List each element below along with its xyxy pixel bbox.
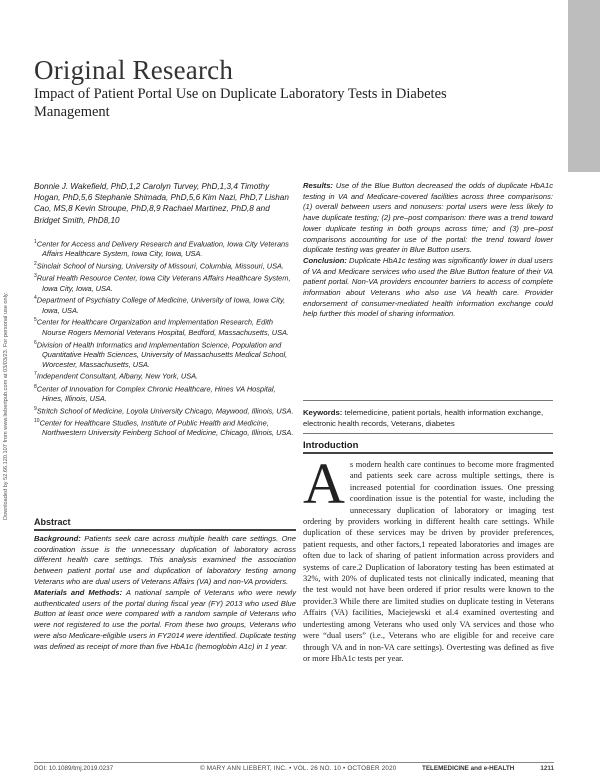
footer-rule bbox=[34, 762, 554, 763]
background-label: Background: bbox=[34, 533, 81, 543]
methods-text: A national sample of Veterans who were newly authenticated users of the portal during fiscal year (FY) 2013 who used Blue Button at least once were compared with a random sample of Veterans who were not registered to use the portal. From these two groups, Veterans who were also Medicare-eligible users in FY2014 were identified. Duplicate testing was defined as receipt of more than five HbA1c (hemoglobin A1c) in 1 year. bbox=[34, 587, 296, 651]
abstract-rule bbox=[34, 529, 296, 531]
results-label: Results: bbox=[303, 181, 333, 190]
introduction-paragraph: s modern health care continues to become more fragmented and patients seek care across multiple settings, there is increased potential for coordination issues. One pressing coordination issue is the potential for waste, including the unnecessary duplication of laboratory or imaging test ordering by providers working in different health care settings. While duplication of these services may be driven by provider preferences, patient requests, and other factors,1 repeated laboratories and images are often due to lack of sharing of patient information across providers and systems of care.2 Duplication of laboratory testing has been estimated at 32%, with 20% of duplicated tests not clinically indicated, meaning that the test would not have been ordered if prior results were known to the provider.3 While there are limited studies on duplicate testing in Veterans Affairs (VA) facilities, Maciejewski et al.4 examined overtesting and undertesting among Veterans who used only VA services and those who were “dual users” (i.e., Veterans who are eligible for and receive care through VA and in non-VA care settings). Overtesting was defined as five or more HbA1c tests per year. bbox=[303, 460, 554, 663]
section-tab-marker bbox=[568, 0, 600, 172]
publisher-line: © MARY ANN LIEBERT, INC. • VOL. 26 NO. 10 • OCTOBER 2020 bbox=[200, 765, 397, 772]
introduction-body bbox=[303, 451, 554, 664]
doi: DOI: 10.1089/tmj.2019.0237 bbox=[34, 765, 114, 772]
affiliation-item: $^4$Department of Psychiatry College of Medicine, University of Iowa, Iowa City, Iowa, USA. bbox=[34, 295, 286, 315]
journal-name: TELEMEDICINE and e-HEALTH bbox=[422, 765, 515, 772]
affiliation-item: $^2$Sinclair School of Nursing, University of Missouri, Columbia, Missouri, USA. bbox=[34, 261, 285, 271]
affiliation-item: $^9$Stritch School of Medicine, Loyola University Chicago, Maywood, Illinois, USA. bbox=[34, 405, 294, 416]
page-footer bbox=[34, 765, 554, 775]
affiliation-item: $^6$Division of Health Informatics and Implementation Science, Population and Quantitative Health Sciences, University of Massachusetts Medical School, Worcester, Massachusetts, USA. bbox=[34, 339, 288, 369]
keywords-label: Keywords: bbox=[303, 408, 343, 417]
conclusion-text: Duplicate HbA1c testing was significantly lower in dual users of VA and Medicare services who used the Blue Button feature of their VA patient portal. Non-VA providers encounter barriers to access of complete information about Veterans who also use VA health care. Provider endorsement of consumer-mediated health information exchange could help further this model of sharing information. bbox=[303, 255, 553, 319]
affiliation-item: $^1$Center for Access and Delivery Research and Evaluation, Iowa City Veterans Affairs Healthcare System, Iowa City, Iowa, USA. bbox=[34, 239, 289, 259]
methods-label: Materials and Methods: bbox=[34, 587, 123, 597]
background-text: Patients seek care across multiple health care settings. One coordination issue is the unnecessary duplication of laboratory across different health care settings. This analysis examined the association between patient portal use and duplication of laboratory testing among Veterans who are dual users of Veterans Affairs (VA) and non-VA providers. bbox=[34, 533, 296, 586]
affiliation-item: $^5$Center for Healthcare Organization and Implementation Research, Edith Nourse Rogers Memorial Veterans Hospital, Bedford, Massachusetts, USA. bbox=[34, 317, 290, 337]
drop-cap: A bbox=[303, 451, 345, 516]
conclusion-label: Conclusion: bbox=[303, 255, 347, 265]
abstract-left-column bbox=[34, 517, 296, 653]
article-title: Impact of Patient Portal Use on Duplicate Laboratory Tests in Diabetes Management bbox=[34, 86, 447, 120]
section-label: Original Research bbox=[34, 55, 234, 85]
keywords-text: telemedicine, patient portals, health information exchange, electronic health records, Veterans, diabetes bbox=[303, 408, 544, 428]
affiliations bbox=[34, 238, 296, 439]
keywords-top-rule bbox=[303, 400, 553, 401]
page-number: 1211 bbox=[540, 765, 554, 772]
keywords-bottom-rule bbox=[303, 433, 553, 434]
abstract-right-column bbox=[303, 181, 553, 320]
affiliation-item: $^3$Rural Health Resource Center, Iowa City Veterans Affairs Healthcare System, Iowa City, Iowa, USA. bbox=[34, 273, 291, 293]
affiliation-item: $^7$Independent Consultant, Albany, New York, USA. bbox=[34, 371, 199, 381]
affiliation-item: $^{10}$Center for Healthcare Studies, Institute of Public Health and Medicine, Northwestern University Feinberg School of Medicine, Chicago, Illinois, USA. bbox=[34, 417, 294, 438]
download-notice: Downloaded by 52.66.120.107 from www.liebertpub.com at 03/03/23. For personal use only. bbox=[3, 292, 9, 520]
affiliation-item: $^8$Center of Innovation for Complex Chronic Healthcare, Hines VA Hospital, Hines, Illinois, USA. bbox=[34, 383, 276, 403]
keywords bbox=[303, 407, 553, 429]
abstract-heading: Abstract bbox=[34, 517, 71, 527]
author-list: Bonnie J. Wakefield, PhD,1,2 Carolyn Turvey, PhD,1,3,4 Timothy Hogan, PhD,5,6 Stephanie Shimada, PhD,5,6 Kim Nazi, PhD,7 Lishan Cao, MS,8 Kevin Stroupe, PhD,8,9 Rachael Martinez, PhD,8 and Bridget Smith, PhD8,10 bbox=[34, 182, 289, 225]
introduction-heading: Introduction bbox=[303, 440, 359, 451]
results-text: Use of the Blue Button decreased the odds of duplicate HbA1c testing in VA and Medicare-covered facilities across three comparisons: (1) overall between users and nonusers: portal users were less likely to have duplicate testing; (2) pre–post comparison: there was a trend toward lower duplicate testing in both groups across time; and (3) pre–post comparisons accounting for use of the portal: the trend toward lower duplicate testing was greater in Blue Button users. bbox=[303, 181, 553, 255]
